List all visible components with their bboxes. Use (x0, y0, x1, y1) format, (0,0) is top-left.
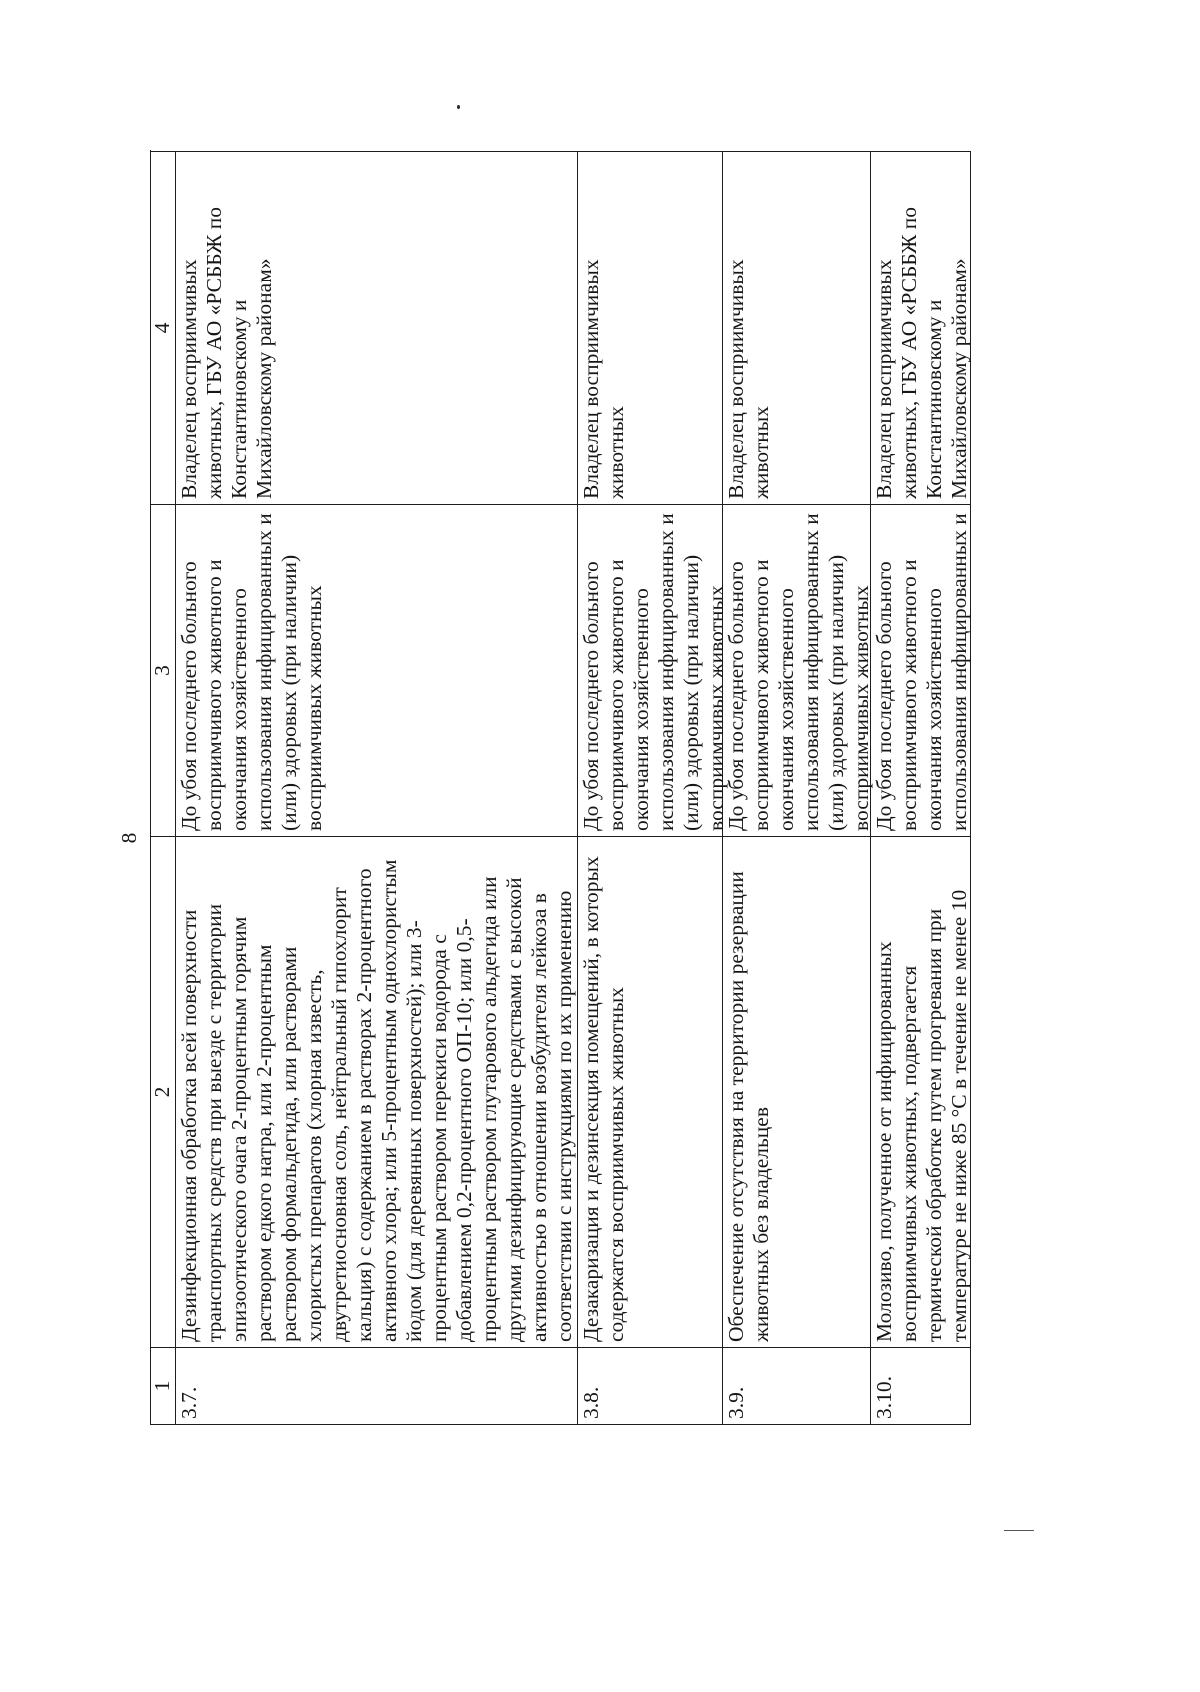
row-number-cell (871, 1347, 971, 1424)
text-line: животных, ГБУ АО «РСББЖ по (897, 206, 921, 499)
text-line: животных (749, 406, 773, 499)
measure-cell (176, 836, 578, 1347)
row-number: 3.9. (724, 1386, 748, 1419)
row-number: 3.7. (177, 1386, 201, 1419)
table-header-row (151, 150, 176, 1424)
scan-speck (457, 105, 460, 109)
table-row (723, 150, 871, 1424)
text-line: кальция) с содержанием в растворах 2-процентного (352, 868, 376, 1342)
text-line: Константиновскому и (227, 299, 251, 499)
text-line: йодом (для деревянных поверхностей); или 3- (402, 920, 426, 1342)
text-line: (или) здоровых (при наличии) (679, 554, 703, 831)
text-line: содержатся восприимчивых животных (604, 987, 628, 1342)
row-number-cell (723, 1347, 871, 1424)
text-line: активного хлора; или 5-процентным однохлористым (377, 859, 401, 1342)
text-line: Владелец восприимчивых (177, 259, 201, 499)
text-line: термической обработке путем прогревания при (922, 908, 946, 1342)
text-line: восприимчивых животных (302, 585, 326, 831)
text-line: восприимчивого животного и (749, 559, 773, 831)
text-line: До убоя последнего больного (872, 561, 896, 831)
text-line: Михайловскому районам» (947, 258, 971, 499)
row-number: 3.8. (579, 1386, 603, 1419)
text-line: (или) здоровых (при наличии) (277, 554, 301, 831)
text-line: двутретиосновная соль, нейтральный гипохлорит (327, 887, 351, 1342)
page-number: 8 (117, 832, 141, 844)
responsible-cell (871, 151, 971, 504)
text-line: окончания хозяйственного (774, 588, 798, 831)
text-line: активностью в отношении возбудителя лейкоза в (527, 893, 551, 1342)
text-line: Владелец восприимчивых (579, 259, 603, 499)
row-number-cell (176, 1347, 578, 1424)
row-number: 3.10. (872, 1376, 896, 1419)
header-cell-1: 1 (151, 1347, 176, 1424)
text-line: До убоя последнего больного (177, 561, 201, 831)
header-cell-2: 2 (151, 836, 176, 1347)
text-line: животных, ГБУ АО «РСББЖ по (202, 206, 226, 499)
period-cell (176, 504, 578, 836)
measure-cell (871, 836, 971, 1347)
text-line: До убоя последнего больного (724, 561, 748, 831)
text-line: восприимчивых животных (849, 585, 873, 831)
text-line: (или) здоровых (при наличии) (824, 554, 848, 831)
text-line: температуре не ниже 85 °С в течение не менее 10 (947, 889, 971, 1342)
text-line: Молозиво, полученное от инфицированных (872, 941, 896, 1342)
row-number-cell (578, 1347, 723, 1424)
period-cell (578, 504, 728, 836)
text-line: хлористых препаратов (хлорная известь, (302, 969, 326, 1342)
table-row (176, 150, 578, 1424)
text-line: добавлением 0,2-процентного ОП-10; или 0,5- (452, 918, 476, 1342)
text-line: животных без владельцев (749, 1107, 773, 1342)
text-line: окончания хозяйственного (227, 588, 251, 831)
table-row (578, 150, 728, 1424)
table-row (871, 150, 971, 1424)
text-line: эпизоотического очага 2-процентным горячим (227, 916, 251, 1342)
text-line: соответствии с инструкциями по их применению (552, 890, 576, 1342)
text-line: Владелец восприимчивых (724, 259, 748, 499)
text-line: восприимчивых животных, подвергается (897, 965, 921, 1342)
responsible-cell (723, 151, 871, 504)
period-cell (723, 504, 871, 836)
text-line: восприимчивого животного и (897, 559, 921, 831)
text-line: животных (604, 406, 628, 499)
text-line: Константиновскому и (922, 299, 946, 499)
text-line: транспортных средств при выезде с территории (202, 903, 226, 1342)
measure-cell (723, 836, 871, 1347)
text-line: использования инфицированных и (654, 513, 678, 831)
text-line: восприимчивых животных (704, 585, 728, 831)
text-line: процентным раствором глутарового альдегида или (477, 876, 501, 1342)
responsible-cell (578, 151, 723, 504)
text-line: Владелец восприимчивых (872, 259, 896, 499)
text-line: Обеспечение отсутствия на территории резервации (724, 871, 748, 1342)
text-line: раствором формальдегида, или растворами (277, 946, 301, 1342)
period-cell (871, 504, 971, 836)
header-cell-4: 4 (151, 151, 176, 504)
text-line: другими дезинфицирующие средствами с высокой (502, 877, 526, 1342)
rotated-landscape-sheet (117, 150, 972, 1425)
text-line: Дезинфекционная обработка всей поверхности (177, 909, 201, 1342)
measure-cell (578, 836, 723, 1347)
text-line: использования инфицированных и (252, 513, 276, 831)
measures-table (150, 150, 971, 1425)
text-line: раствором едкого натра, или 2-процентным (252, 944, 276, 1342)
text-line: использования инфицированных и (947, 513, 971, 831)
text-line: До убоя последнего больного (579, 561, 603, 831)
scan-mark (1004, 1530, 1034, 1531)
text-line: Михайловскому районам» (252, 258, 276, 499)
text-line: окончания хозяйственного (629, 588, 653, 831)
text-line: восприимчивого животного и (604, 559, 628, 831)
header-cell-3: 3 (151, 504, 176, 836)
text-line: восприимчивого животного и (202, 559, 226, 831)
text-line: окончания хозяйственного (922, 588, 946, 831)
text-line: процентным раствором перекиси водорода с (427, 934, 451, 1342)
responsible-cell (176, 151, 578, 504)
text-line: использования инфицированных и (799, 513, 823, 831)
text-line: Дезакаризация и дезинсекция помещений, в которых (579, 856, 603, 1342)
